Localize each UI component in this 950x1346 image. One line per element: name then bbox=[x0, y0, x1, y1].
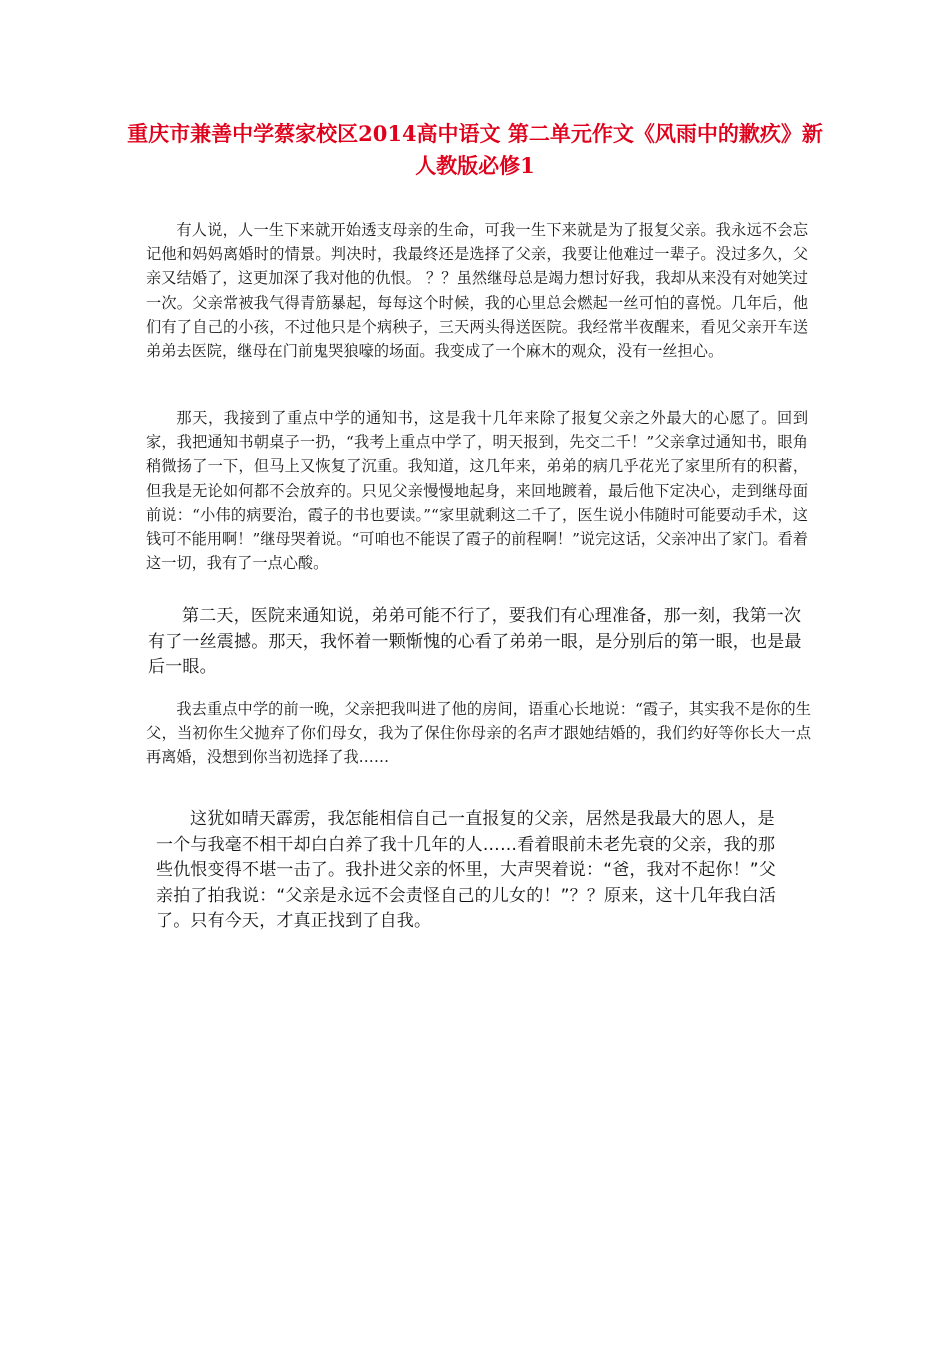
paragraph-2: 那天，我接到了重点中学的通知书，这是我十几年来除了报复父亲之外最大的心愿了。回到家，我把通知书朝桌子一扔，“我考上重点中学了，明天报到，先交二千！”父亲拿过通知书，眼角稍微扬了一下，但马上又恢复了沉重。我知道，这几年来，弟弟的病几乎花光了家里所有的积蓄，但我是无论如何都不会放弃的。只见父亲慢慢地起身，来回地踱着，最后他下定决心，走到继母面前说：“小伟的病要治，霞子的书也要读。”“家里就剩这二千了，医生说小伟随时可能要动手术，这钱可不能用啊！”继母哭着说。“可咱也不能误了霞子的前程啊！”说完这话，父亲冲出了家门。看着这一切，我有了一点心酸。 bbox=[146, 409, 808, 573]
paragraph-1: 有人说，人一生下来就开始透支母亲的生命，可我一生下来就是为了报复父亲。我永远不会忘记他和妈妈离婚时的情景。判决时，我最终还是选择了父亲，我要让他难过一辈子。没过多久，父亲又结婚了，这更加深了我对他的仇恨。 ？？虽然继母总是竭力想讨好我，我却从来没有对她笑过一次。父亲常被我气得青筋暴起，每每这个时候，我的心里总会燃起一丝可怕的喜悦。几年后，他们有了自己的小孩，不过他只是个病秧子，三天两头得送医院。我经常半夜醒来，看见父亲开车送弟弟去医院，继母在门前鬼哭狼嚎的场面。我变成了一个麻木的观众，没有一丝担心。 bbox=[146, 221, 808, 361]
paragraph-5: 这犹如晴天霹雳，我怎能相信自己一直报复的父亲，居然是我最大的恩人，是一个与我毫不相干却白白养了我十几年的人……看着眼前未老先衰的父亲，我的那些仇恨变得不堪一击了。我扑进父亲的怀里，大声哭着说：“爸，我对不起你！”父亲拍了拍我说：“父亲是永远不会责怪自己的儿女的！”？？原来，这十几年我白活了。只有今天，才真正找到了自我。 bbox=[156, 809, 777, 931]
paragraph-4: 我去重点中学的前一晚，父亲把我叫进了他的房间，语重心长地说：“霞子，其实我不是你的生父，当初你生父抛弃了你们母女，我为了保住你母亲的名声才跟她结婚的，我们约好等你长大一点再离婚，没想到你当初选择了我…… bbox=[146, 700, 811, 767]
document-title: 重庆市兼善中学蔡家校区2014高中语文 第二单元作文《风雨中的歉疚》新人教版必修1 bbox=[127, 121, 823, 178]
paragraph-3: 第二天，医院来通知说，弟弟可能不行了，要我们有心理准备，那一刻，我第一次有了一丝震撼。那天，我怀着一颗惭愧的心看了弟弟一眼，是分别后的第一眼，也是最后一眼。 bbox=[148, 606, 802, 677]
